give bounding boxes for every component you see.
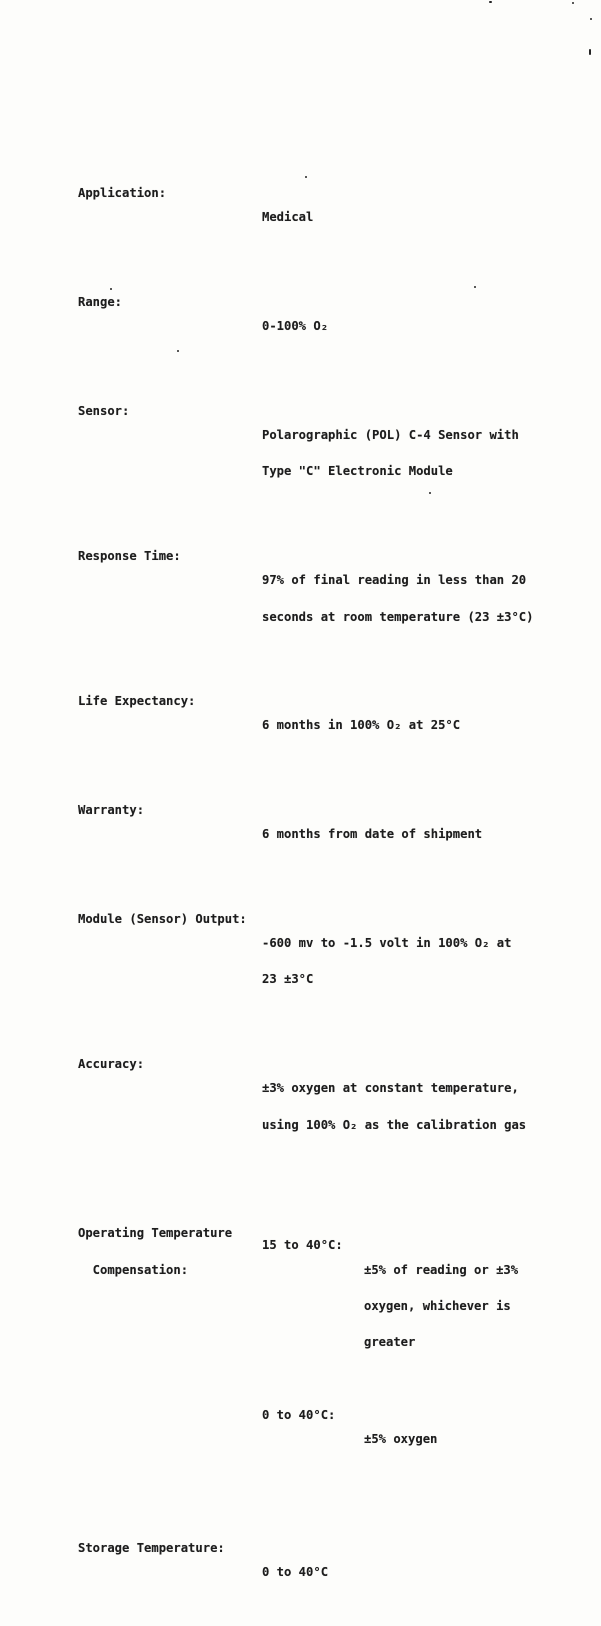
spec-row-life-expectancy bbox=[78, 695, 568, 755]
spec-row-operating-temperature-compensation bbox=[78, 1203, 568, 1493]
scan-speck bbox=[589, 49, 591, 55]
spec-row-application bbox=[78, 187, 568, 247]
spec-value-line: Medical bbox=[262, 210, 314, 225]
spec-value-line: 0 to 40°C bbox=[262, 1564, 329, 1579]
compensation-condition bbox=[262, 1409, 568, 1469]
spec-value-line: greater bbox=[364, 1335, 416, 1350]
condition-description bbox=[364, 1239, 518, 1372]
spec-value-line: ±5% oxygen bbox=[364, 1431, 438, 1446]
condition-range: 0 to 40°C: bbox=[262, 1407, 336, 1422]
spec-value-line: oxygen, whichever is bbox=[364, 1298, 511, 1313]
spec-label-line: Operating Temperature bbox=[78, 1226, 233, 1241]
spec-value bbox=[262, 1542, 568, 1602]
spec-value-line: Type "C" Electronic Module bbox=[262, 464, 453, 479]
scan-speck bbox=[590, 18, 592, 20]
compensation-condition bbox=[262, 1239, 568, 1372]
scan-speck bbox=[429, 492, 431, 494]
spec-row-warranty bbox=[78, 804, 568, 864]
spec-row-module-sensor-output bbox=[78, 913, 568, 1010]
spec-row-accuracy bbox=[78, 1058, 568, 1155]
spec-value-line: seconds at room temperature (23 ±3°C) bbox=[262, 609, 534, 624]
condition-range: 15 to 40°C: bbox=[262, 1238, 343, 1253]
spec-value bbox=[262, 550, 568, 647]
spec-label: Warranty: bbox=[78, 803, 145, 818]
spec-label: Response Time: bbox=[78, 549, 181, 564]
spec-label: Module (Sensor) Output: bbox=[78, 911, 247, 926]
spec-label: Life Expectancy: bbox=[78, 694, 196, 709]
spec-value-line: 0-100% O₂ bbox=[262, 319, 329, 334]
spec-label-line: Compensation: bbox=[78, 1262, 189, 1277]
spec-value bbox=[262, 695, 568, 755]
spec-label: Application: bbox=[78, 186, 167, 201]
spec-value bbox=[262, 913, 568, 1010]
spec-value bbox=[262, 1058, 568, 1155]
scan-speck bbox=[572, 2, 574, 4]
spec-value bbox=[262, 405, 568, 502]
scan-speck bbox=[489, 1, 492, 3]
spec-value-line: 23 ±3°C bbox=[262, 972, 314, 987]
scan-speck bbox=[110, 288, 112, 290]
spec-value-line: -600 mv to -1.5 volt in 100% O₂ at bbox=[262, 936, 512, 951]
spec-value-line: 6 months from date of shipment bbox=[262, 827, 483, 842]
spec-value-line: using 100% O₂ as the calibration gas bbox=[262, 1117, 527, 1132]
spec-label: Storage Temperature: bbox=[78, 1540, 225, 1555]
scan-speck bbox=[474, 286, 476, 288]
spec-value-line: Polarographic (POL) C-4 Sensor with bbox=[262, 428, 519, 443]
spec-value-line: 97% of final reading in less than 20 bbox=[262, 573, 527, 588]
spec-value bbox=[262, 1215, 568, 1493]
spec-row-storage-temperature bbox=[78, 1542, 568, 1602]
spec-label: Range: bbox=[78, 295, 123, 310]
spec-value bbox=[262, 296, 568, 356]
scan-speck bbox=[177, 350, 179, 352]
spec-label: Accuracy: bbox=[78, 1057, 145, 1072]
spec-row-response-time bbox=[78, 550, 568, 647]
spec-label: Sensor: bbox=[78, 403, 130, 418]
spec-value-line: ±5% of reading or ±3% bbox=[364, 1262, 519, 1277]
spec-row-sensor bbox=[78, 405, 568, 502]
condition-description bbox=[364, 1409, 437, 1469]
spec-value bbox=[262, 804, 568, 864]
spec-value bbox=[262, 187, 568, 247]
spec-value-line: ±3% oxygen at constant temperature, bbox=[262, 1081, 519, 1096]
specification-sheet bbox=[78, 151, 568, 1626]
spec-label bbox=[78, 1203, 262, 1300]
spec-value-line: 6 months in 100% O₂ at 25°C bbox=[262, 718, 461, 733]
spec-row-range bbox=[78, 296, 568, 356]
scan-speck bbox=[305, 176, 307, 178]
